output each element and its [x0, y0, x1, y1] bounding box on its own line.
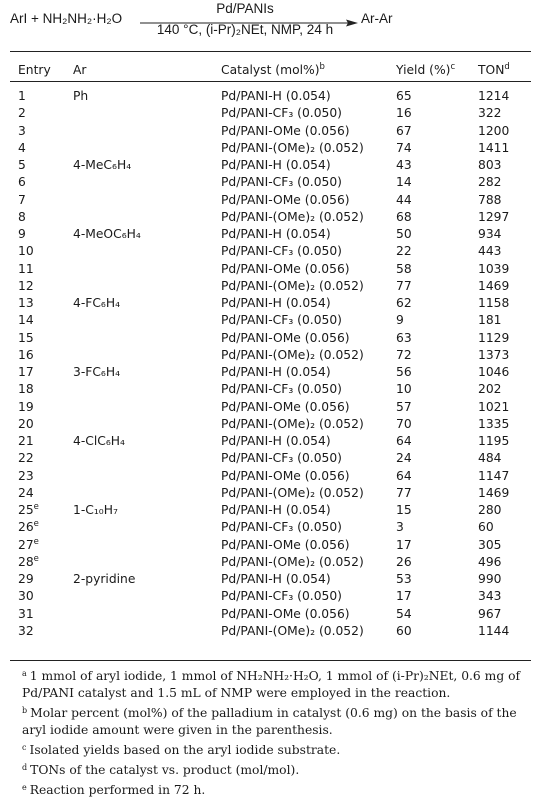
- cell-ton: 1129: [478, 330, 510, 345]
- cell-entry: 31: [18, 606, 34, 621]
- cell-ton: 1214: [478, 89, 510, 103]
- scheme-conditions: 140 °C, (i-Pr)₂NEt, NMP, 24 h: [156, 22, 334, 37]
- cell-ar: [73, 468, 221, 485]
- table-row: [10, 347, 531, 364]
- table-row: [10, 278, 531, 295]
- scheme-reactants: ArI + NH₂NH₂·H₂O: [10, 11, 123, 26]
- table-row: [10, 192, 531, 209]
- cell-catalyst: Pd/PANI-(OMe)₂ (0.052): [221, 347, 364, 362]
- cell-entry: 12: [18, 278, 34, 293]
- table-row: [10, 519, 531, 536]
- cell-entry: 29: [18, 572, 34, 586]
- cell-entry: 27e: [18, 536, 39, 552]
- cell-yield: 64: [396, 468, 412, 483]
- cell-ar: [73, 537, 221, 554]
- cell-entry: 8: [18, 209, 26, 224]
- cell-entry: 11: [18, 261, 34, 276]
- footnote-text: TONs of the catalyst vs. product (mol/mol).: [30, 763, 300, 777]
- cell-entry: 22: [18, 451, 34, 466]
- cell-ton: 1195: [478, 434, 510, 448]
- scheme-catalyst: Pd/PANIs: [216, 1, 274, 16]
- cell-ton: 1469: [478, 485, 510, 500]
- cell-ar: 1-C₁₀H₇: [73, 503, 118, 517]
- cell-yield: 58: [396, 261, 412, 276]
- cell-catalyst: Pd/PANI-H (0.054): [221, 227, 331, 241]
- cell-catalyst: Pd/PANI-OMe (0.056): [221, 537, 350, 552]
- cell-ton: 1297: [478, 209, 510, 224]
- cell-ton: 484: [478, 451, 502, 466]
- cell-ton: 990: [478, 572, 502, 586]
- footnote-mark: b: [22, 706, 28, 715]
- cell-catalyst: Pd/PANI-H (0.054): [221, 365, 331, 379]
- cell-catalyst: Pd/PANI-CF₃ (0.050): [221, 589, 342, 604]
- cell-ar: [73, 588, 221, 605]
- cell-ar: [73, 192, 221, 209]
- cell-ar: [73, 261, 221, 278]
- cell-yield: 43: [396, 158, 412, 172]
- cell-entry: 17: [18, 365, 34, 379]
- table-row: [10, 140, 531, 157]
- cell-catalyst: Pd/PANI-CF₃ (0.050): [221, 382, 342, 397]
- table-row: [10, 623, 531, 640]
- table-row: [10, 243, 531, 260]
- cell-yield: 26: [396, 554, 412, 569]
- header-entry: Entry: [18, 62, 51, 77]
- cell-entry: 23: [18, 468, 34, 483]
- header-ar: Ar: [73, 62, 87, 77]
- footnote-text: Reaction performed in 72 h.: [29, 783, 206, 797]
- table-row: [10, 364, 531, 381]
- cell-catalyst: Pd/PANI-OMe (0.056): [221, 192, 350, 207]
- cell-yield: 62: [396, 296, 412, 310]
- cell-catalyst: Pd/PANI-OMe (0.056): [221, 330, 350, 345]
- entry-note-mark: e: [33, 519, 39, 530]
- cell-ar: [73, 312, 221, 329]
- table-row: [10, 588, 531, 605]
- cell-ar: [73, 623, 221, 640]
- cell-ar: [73, 278, 221, 295]
- table-row: [10, 537, 531, 554]
- table-row: [10, 295, 531, 312]
- cell-catalyst: Pd/PANI-(OMe)₂ (0.052): [221, 485, 364, 500]
- cell-catalyst: Pd/PANI-OMe (0.056): [221, 606, 350, 621]
- cell-ar: [73, 606, 221, 623]
- cell-catalyst: Pd/PANI-(OMe)₂ (0.052): [221, 209, 364, 224]
- cell-ton: 1411: [478, 140, 510, 155]
- table-row: [10, 485, 531, 502]
- table-row: [10, 82, 531, 105]
- cell-ton: 803: [478, 158, 502, 172]
- footnotes: [10, 665, 531, 799]
- results-table: [10, 59, 531, 640]
- table-row: [10, 381, 531, 398]
- cell-yield: 17: [396, 537, 412, 552]
- cell-catalyst: Pd/PANI-CF₃ (0.050): [221, 520, 342, 535]
- entry-note-mark: e: [33, 536, 39, 547]
- cell-ar: [73, 416, 221, 433]
- cell-ton: 443: [478, 244, 502, 259]
- cell-ton: 1335: [478, 416, 510, 431]
- header-catalyst: Catalyst $(mol\%)^b$: [221, 61, 325, 77]
- cell-ton: 1469: [478, 278, 510, 293]
- footnote: [10, 779, 531, 799]
- cell-catalyst: Pd/PANI-(OMe)₂ (0.052): [221, 140, 364, 155]
- footnote-text: 1 mmol of aryl iodide, 1 mmol of NH₂NH₂·H₂O, 1 mmol of (i-Pr)₂NEt, 0.6 mg of Pd/PANI catalyst and 1.5 mL of NMP were employed in the reaction.: [22, 669, 521, 700]
- cell-yield: 72: [396, 347, 412, 362]
- table-header-row: [10, 59, 531, 82]
- cell-ton: 202: [478, 382, 502, 397]
- cell-catalyst: Pd/PANI-(OMe)₂ (0.052): [221, 623, 364, 638]
- cell-entry: 13: [18, 296, 34, 310]
- cell-catalyst: Pd/PANI-CF₃ (0.050): [221, 106, 342, 121]
- cell-yield: 74: [396, 140, 412, 155]
- cell-yield: 63: [396, 330, 412, 345]
- cell-ar: [73, 554, 221, 571]
- cell-entry: 6: [18, 175, 26, 190]
- cell-entry: 7: [18, 192, 26, 207]
- cell-ar: [73, 381, 221, 398]
- cell-ton: 1200: [478, 123, 510, 138]
- cell-ar: [73, 209, 221, 226]
- cell-ar: [73, 347, 221, 364]
- scheme-product: Ar-Ar: [361, 11, 393, 26]
- cell-ar: [73, 105, 221, 122]
- cell-yield: 17: [396, 589, 412, 604]
- cell-entry: 3: [18, 123, 26, 138]
- cell-ton: 1039: [478, 261, 510, 276]
- cell-catalyst: Pd/PANI-CF₃ (0.050): [221, 175, 342, 190]
- cell-catalyst: Pd/PANI-H (0.054): [221, 89, 331, 103]
- cell-yield: 16: [396, 106, 412, 121]
- cell-catalyst: Pd/PANI-(OMe)₂ (0.052): [221, 554, 364, 569]
- header-yield: Yield (%)$^c$: [396, 61, 456, 77]
- cell-ton: 1144: [478, 623, 510, 638]
- cell-yield: 9: [396, 313, 404, 328]
- cell-entry: 20: [18, 416, 34, 431]
- cell-ton: 181: [478, 313, 502, 328]
- cell-catalyst: Pd/PANI-OMe (0.056): [221, 261, 350, 276]
- cell-catalyst: Pd/PANI-CF₃ (0.050): [221, 451, 342, 466]
- footnote-mark: c: [22, 743, 27, 752]
- cell-entry: 18: [18, 382, 34, 397]
- cell-yield: 77: [396, 278, 412, 293]
- cell-entry: 1: [18, 89, 26, 103]
- cell-yield: 3: [396, 520, 404, 535]
- cell-yield: 50: [396, 227, 412, 241]
- footnote-mark: a: [22, 669, 27, 678]
- cell-yield: 10: [396, 382, 412, 397]
- cell-entry: 10: [18, 244, 34, 259]
- cell-catalyst: Pd/PANI-H (0.054): [221, 434, 331, 448]
- cell-ar: 4-MeOC₆H₄: [73, 227, 141, 241]
- cell-entry: 32: [18, 623, 34, 638]
- cell-ton: 60: [478, 520, 494, 535]
- cell-ar: [73, 485, 221, 502]
- table-row: [10, 554, 531, 571]
- table-row: [10, 123, 531, 140]
- cell-yield: 70: [396, 416, 412, 431]
- cell-yield: 77: [396, 485, 412, 500]
- table-row: [10, 226, 531, 243]
- cell-ar: [73, 140, 221, 157]
- reaction-scheme: [0, 0, 539, 50]
- table-row: [10, 433, 531, 450]
- cell-ton: 343: [478, 589, 502, 604]
- footnote-text: Isolated yields based on the aryl iodide substrate.: [29, 743, 341, 757]
- cell-ar: 4-ClC₆H₄: [73, 434, 125, 448]
- table-row: [10, 399, 531, 416]
- footnote-mark: d: [22, 763, 28, 772]
- cell-ar: [73, 174, 221, 191]
- table-row: [10, 416, 531, 433]
- cell-ton: 788: [478, 192, 502, 207]
- cell-yield: 64: [396, 434, 412, 448]
- table-row: [10, 105, 531, 122]
- cell-ton: 1147: [478, 468, 510, 483]
- cell-yield: 44: [396, 192, 412, 207]
- cell-yield: 57: [396, 399, 412, 414]
- cell-ton: 1373: [478, 347, 510, 362]
- cell-ar: 3-FC₆H₄: [73, 365, 121, 379]
- table-bottom-rule: [10, 660, 531, 661]
- cell-entry: 14: [18, 313, 34, 328]
- cell-yield: 14: [396, 175, 412, 190]
- cell-entry: 2: [18, 106, 26, 121]
- cell-entry: 26e: [18, 519, 39, 535]
- footnote: [10, 702, 531, 739]
- cell-catalyst: Pd/PANI-(OMe)₂ (0.052): [221, 416, 364, 431]
- table-row: [10, 502, 531, 519]
- entry-note-mark: e: [33, 553, 39, 564]
- cell-entry: 4: [18, 140, 26, 155]
- header-yield-note: c: [450, 61, 456, 72]
- cell-ar: Ph: [73, 89, 89, 103]
- header-ton-note: d: [504, 61, 510, 72]
- cell-entry: 24: [18, 485, 34, 500]
- cell-ar: [73, 519, 221, 536]
- footnote: [10, 665, 531, 702]
- cell-ar: [73, 123, 221, 140]
- cell-entry: 19: [18, 399, 34, 414]
- cell-catalyst: Pd/PANI-OMe (0.056): [221, 123, 350, 138]
- table-top-rule: [10, 51, 531, 52]
- cell-catalyst: Pd/PANI-OMe (0.056): [221, 399, 350, 414]
- table-row: [10, 261, 531, 278]
- table-row: [10, 157, 531, 174]
- table-row: [10, 330, 531, 347]
- cell-ton: 322: [478, 106, 502, 121]
- table-row: [10, 312, 531, 329]
- cell-ton: 305: [478, 537, 502, 552]
- header-catalyst-note: b: [319, 61, 325, 72]
- cell-entry: 30: [18, 589, 34, 604]
- cell-entry: 28e: [18, 553, 39, 569]
- entry-note-mark: e: [33, 501, 39, 512]
- cell-catalyst: Pd/PANI-OMe (0.056): [221, 468, 350, 483]
- footnote-text: Molar percent (mol%) of the palladium in catalyst (0.6 mg) on the basis of the aryl iodide amount were given in the parenthesis.: [22, 706, 517, 737]
- table-row: [10, 450, 531, 467]
- cell-ton: 280: [478, 503, 502, 517]
- footnote: [10, 739, 531, 759]
- cell-yield: 67: [396, 123, 412, 138]
- cell-ar: [73, 399, 221, 416]
- cell-ton: 1158: [478, 296, 510, 310]
- table-row: [10, 174, 531, 191]
- cell-ar: 4-FC₆H₄: [73, 296, 121, 310]
- cell-yield: 56: [396, 365, 412, 379]
- cell-catalyst: Pd/PANI-(OMe)₂ (0.052): [221, 278, 364, 293]
- cell-ton: 1046: [478, 365, 510, 379]
- cell-entry: 5: [18, 158, 26, 172]
- footnote-mark: e: [22, 783, 27, 792]
- cell-catalyst: Pd/PANI-CF₃ (0.050): [221, 244, 342, 259]
- cell-yield: 24: [396, 451, 412, 466]
- cell-catalyst: Pd/PANI-H (0.054): [221, 572, 331, 586]
- cell-yield: 53: [396, 572, 412, 586]
- cell-ton: 282: [478, 175, 502, 190]
- cell-yield: 60: [396, 623, 412, 638]
- header-ton: TON$^d$: [478, 61, 510, 77]
- cell-catalyst: Pd/PANI-H (0.054): [221, 296, 331, 310]
- cell-entry: 21: [18, 434, 34, 448]
- cell-entry: 9: [18, 227, 26, 241]
- cell-entry: 15: [18, 330, 34, 345]
- cell-catalyst: Pd/PANI-H (0.054): [221, 158, 331, 172]
- cell-yield: 15: [396, 503, 412, 517]
- cell-catalyst: Pd/PANI-H (0.054): [221, 503, 331, 517]
- cell-ar: [73, 330, 221, 347]
- cell-yield: 54: [396, 606, 412, 621]
- table-row: [10, 571, 531, 588]
- cell-entry: 25e: [18, 501, 39, 517]
- table-row: [10, 209, 531, 226]
- footnote: [10, 759, 531, 779]
- cell-ar: 2-pyridine: [73, 572, 136, 586]
- cell-catalyst: Pd/PANI-CF₃ (0.050): [221, 313, 342, 328]
- table-row: [10, 606, 531, 623]
- cell-ton: 496: [478, 554, 502, 569]
- cell-ar: [73, 450, 221, 467]
- cell-yield: 22: [396, 244, 412, 259]
- cell-ar: [73, 243, 221, 260]
- cell-yield: 65: [396, 89, 412, 103]
- table-row: [10, 468, 531, 485]
- cell-entry: 16: [18, 347, 34, 362]
- cell-ar: 4-MeC₆H₄: [73, 158, 132, 172]
- cell-ton: 967: [478, 606, 502, 621]
- cell-ton: 934: [478, 227, 502, 241]
- cell-yield: 68: [396, 209, 412, 224]
- cell-ton: 1021: [478, 399, 510, 414]
